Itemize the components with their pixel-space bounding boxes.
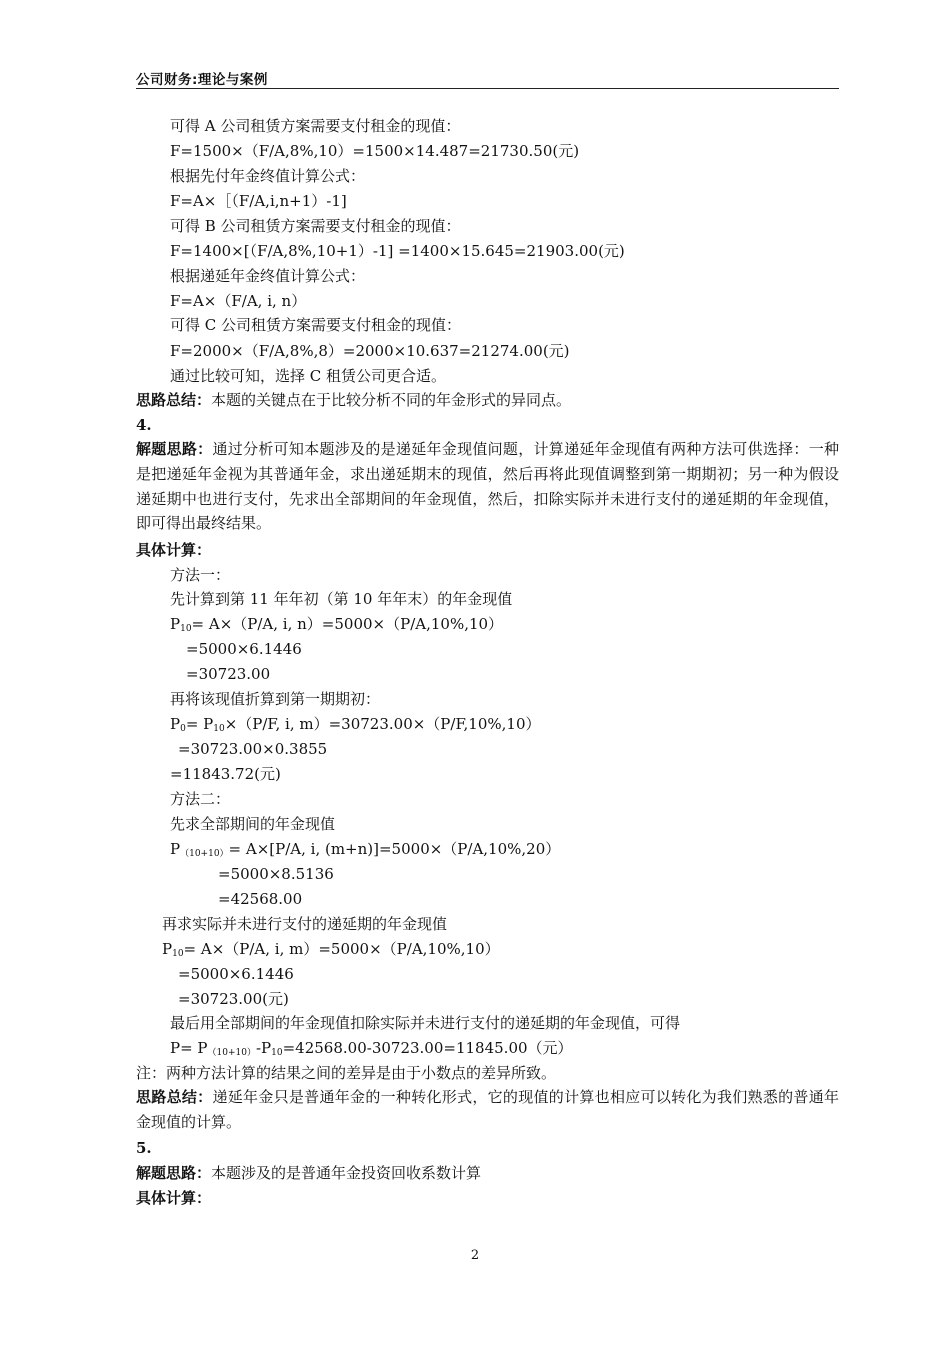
summary-text: 递延年金只是普通年金的一种转化形式，它的现值的计算也相应可以转化为我们熟悉的普通年金现值的计算。 — [136, 1088, 839, 1131]
formula-line: F=A×（F/A, i, n） — [170, 292, 307, 310]
text-line: 根据递延年金终值计算公式： — [170, 267, 366, 285]
note-line: 注：两种方法计算的结果之间的差异是由于小数点的差异所致。 — [136, 1064, 557, 1082]
subscript: 10 — [213, 724, 225, 734]
summary-line — [136, 390, 571, 410]
formula-text: ×（P/F, i, m）=30723.00×（P/F,10%,10） — [224, 715, 541, 733]
method-title: 方法一： — [170, 566, 231, 584]
text-line: 根据先付年金终值计算公式： — [170, 167, 366, 185]
formula-line: F=A×［（F/A,i,n+1）-1] — [170, 192, 347, 210]
formula-line — [170, 839, 560, 864]
formula-line: =5000×8.5136 — [218, 865, 334, 883]
text-line: 再将该现值折算到第一期期初： — [170, 690, 381, 708]
formula-text: = A×（P/A, i, m）=5000×（P/A,10%,10） — [183, 940, 500, 958]
formula-line — [170, 714, 541, 739]
summary-label: 思路总结： — [136, 1088, 213, 1106]
method-title: 方法二： — [170, 790, 231, 808]
calc-label: 具体计算： — [136, 1189, 212, 1207]
page-number: 2 — [470, 1248, 480, 1263]
subscript: 10 — [271, 1048, 283, 1058]
subscript: 10 — [172, 949, 184, 959]
subscript: （10+10） — [207, 1048, 256, 1058]
formula-line: =30723.00×0.3855 — [178, 740, 328, 758]
question-number: 5. — [136, 1139, 152, 1157]
idea-text: 本题涉及的是普通年金投资回收系数计算 — [211, 1164, 482, 1182]
formula-line — [162, 939, 500, 964]
formula-text: = A×[P/A, i, (m+n)]=5000×（P/A,10%,20） — [228, 840, 561, 858]
formula-text: -P — [255, 1039, 272, 1057]
formula-line: =30723.00 — [186, 665, 271, 683]
text-line: 先求全部期间的年金现值 — [170, 815, 336, 833]
formula-line — [170, 1038, 573, 1063]
formula-line: =5000×6.1446 — [178, 965, 294, 983]
text-line: 先计算到第 11 年年初（第 10 年年末）的年金现值 — [170, 590, 513, 608]
formula-line: F=1400×[（F/A,8%,10+1）-1] =1400×15.645=21903.00(元) — [170, 242, 625, 260]
symbol: P — [162, 940, 173, 958]
page-header — [136, 66, 839, 89]
idea-text: 通过分析可知本题涉及的是递延年金现值问题，计算递延年金现值有两种方法可供选择：一种是把递延年金视为其普通年金，求出递延期末的现值，然后再将此现值调整到第一期期初；另一种为假设递延期中也进行支付，先求出全部期间的年金现值，然后，扣除实际并未进行支付的递延期的年金现值，即可得出最终结果。 — [136, 440, 839, 533]
solution-idea — [136, 437, 839, 536]
idea-label: 解题思路： — [136, 1164, 212, 1182]
idea-label: 解题思路： — [136, 440, 213, 458]
question-number: 4. — [136, 416, 152, 434]
formula-line: =5000×6.1446 — [186, 640, 302, 658]
subscript: （10+10） — [180, 849, 229, 859]
formula-line: F=2000×（F/A,8%,8）=2000×10.637=21274.00(元) — [170, 342, 570, 360]
symbol: P — [170, 615, 181, 633]
text-line: 通过比较可知，选择 C 租赁公司更合适。 — [170, 367, 447, 385]
text-line: 最后用全部期间的年金现值扣除实际并未进行支付的递延期的年金现值，可得 — [170, 1014, 681, 1032]
summary-label: 思路总结： — [136, 391, 212, 409]
formula-line: F=1500×（F/A,8%,10）=1500×14.487=21730.50(元) — [170, 142, 580, 160]
formula-text: = A×（P/A, i, n）=5000×（P/A,10%,10） — [191, 615, 504, 633]
text-line: 再求实际并未进行支付的递延期的年金现值 — [162, 915, 448, 933]
text-line: 可得 B 公司租赁方案需要支付租金的现值： — [170, 217, 461, 235]
header-title: 公司财务:理论与案例 — [136, 72, 268, 88]
summary-paragraph — [136, 1085, 839, 1135]
symbol: P — [170, 840, 181, 858]
formula-line: =42568.00 — [218, 890, 303, 908]
formula-line: =11843.72(元) — [170, 765, 281, 783]
formula-text: P= P — [170, 1039, 208, 1057]
summary-text: 本题的关键点在于比较分析不同的年金形式的异同点。 — [211, 391, 572, 409]
formula-text: = P — [185, 715, 214, 733]
subscript: 0 — [180, 724, 186, 734]
solution-idea — [136, 1163, 481, 1183]
formula-line: =30723.00(元) — [178, 990, 289, 1008]
formula-text: =42568.00-30723.00=11845.00（元） — [282, 1039, 573, 1057]
text-line: 可得 A 公司租赁方案需要支付租金的现值： — [170, 117, 461, 135]
subscript: 10 — [180, 624, 192, 634]
formula-line — [170, 614, 503, 639]
calc-label: 具体计算： — [136, 541, 212, 559]
symbol: P — [170, 715, 181, 733]
text-line: 可得 C 公司租赁方案需要支付租金的现值： — [170, 316, 462, 334]
